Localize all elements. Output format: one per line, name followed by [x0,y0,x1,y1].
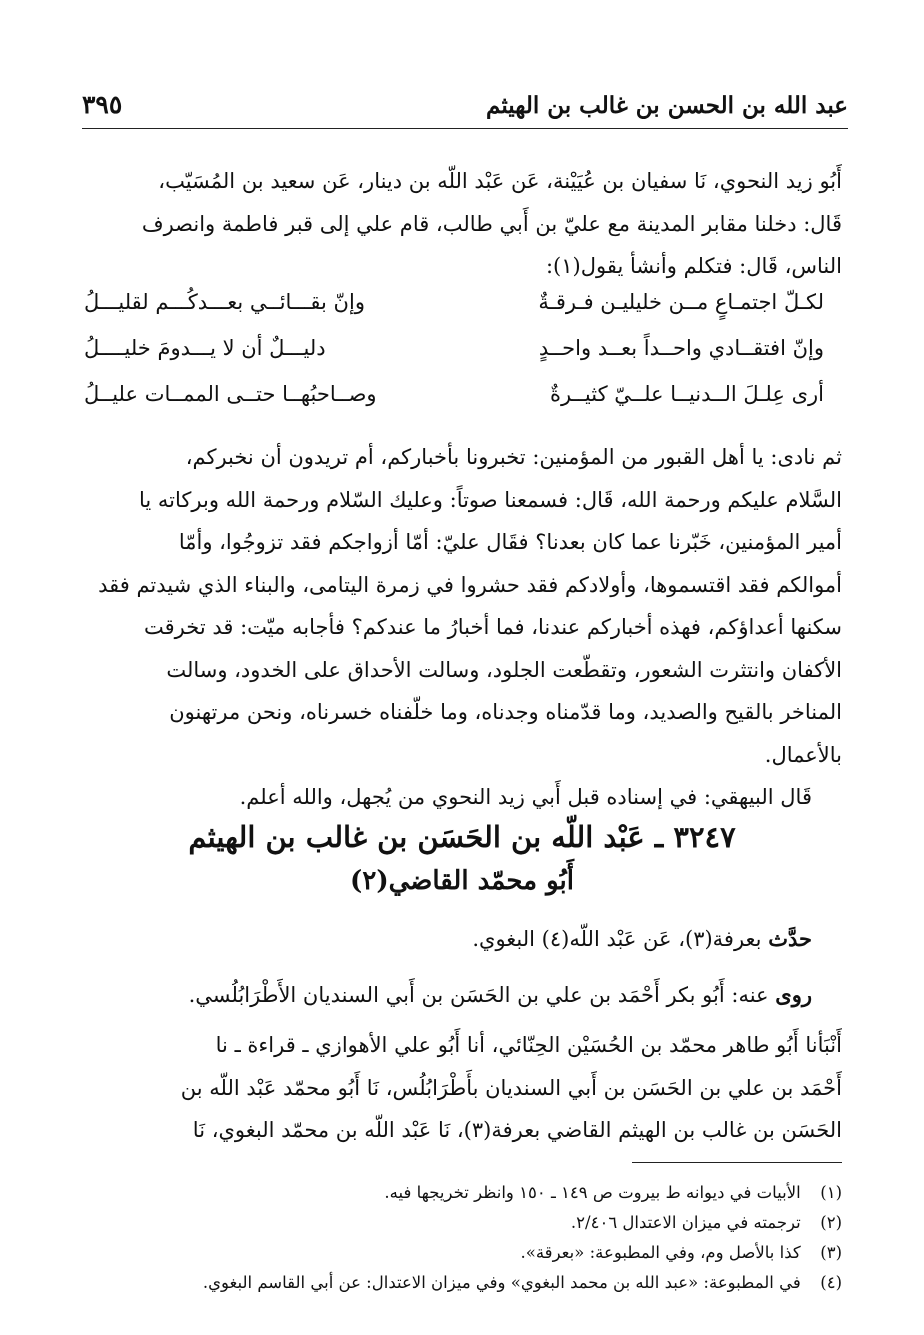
text-line: الحَسَن بن غالب بن الهيثم القاضي بعرفة(٣)، نَا عَبْد اللّه بن محمّد البغوي، نَا [192,1118,842,1142]
footnote [82,1238,842,1268]
hadath-line [82,918,812,961]
text-line: الأكفان وانتثرت الشعور، وتقطّعت الجلود، وسالت الأحداق على الخدود، وسالت [166,657,842,682]
text-line: قَال: دخلنا مقابر المدينة مع عليّ بن أَبي طالب، قام علي إلى قبر فاطمة وانصرف [141,211,842,236]
poem-verse [84,290,824,336]
biography-subtitle: أَبُو محمّد القاضي(٢) [350,866,574,896]
text-line: أَبُو زيد النحوي، نَا سفيان بن عُيَيْنة، عَن عَبْد اللّه بن دينار، عَن سعيد بن المُسَيّب، [158,169,842,193]
footnote-text: الأبيات في ديوانه ط بيروت ص ١٤٩ ـ ١٥٠ وانظر تخريجها فيه. [384,1183,801,1202]
footnote-number: (٣) [820,1243,842,1262]
text-line: ثم نادى: يا أهل القبور من المؤمنين: تخبرونا بأخباركم، أم تريدون أن نخبركم، [185,445,842,469]
rawa-label: روى [775,982,812,1007]
poem [84,290,824,428]
footnote [82,1208,842,1238]
verse-second-hemistich: وإنّ بقـــائــي بعـــدكُـــم لقليـــلُ [84,290,365,314]
verse-first-hemistich: لكـلّ اجتمـاعٍ مــن خليليـن فـرقـةٌ [538,290,824,314]
footnote [82,1268,842,1298]
text-line: أَحْمَد بن علي بن الحَسَن بن أَبي السنديان بأَطْرَابُلُس، نَا أَبُو محمّد عَبْد اللّه بن [180,1075,842,1100]
hadath-text: بعرفة(٣)، عَن عَبْد اللّه(٤) البغوي. [472,927,762,951]
verse-second-hemistich: دليـــلٌ أن لا يـــدومَ خليــــلُ [84,336,326,360]
text-line: أمير المؤمنين، خَبّرنا عما كان بعدنا؟ فقَال عليّ: أمّا أزواجكم فقد تزوجُوا، وأمّا [178,530,842,554]
footnote-text: كذا بالأصل وم، وفي المطبوعة: «بعرقة». [520,1243,801,1262]
poem-verse [84,382,824,428]
narrative-paragraph [82,436,842,776]
rawa-text: عنه: أَبُو بكر أَحْمَد بن علي بن الحَسَن بن أَبي السنديان الأَطْرَابُلُسي. [188,983,769,1007]
text-line: أموالكم فقد اقتسموها، وأولادكم فقد حشروا في زمرة اليتامى، والبناء الذي شيدتم فقد [98,572,842,597]
text-line: بالأعمال. [764,742,842,767]
footnote [82,1178,842,1208]
rawa-line [82,974,812,1017]
footnote-number: (٢) [820,1213,842,1232]
text-line: سكنها أعداؤكم، فهذه أخباركم عندنا، فما أخبارُ ما عندكم؟ فأجابه ميّت: قد تخرقت [144,615,842,639]
isnad-paragraph [82,1024,842,1152]
footnote-number: (١) [820,1183,842,1202]
running-title: عبد الله بن الحسن بن غالب بن الهيثم [486,92,848,119]
text-line: أَنْبَأنا أَبُو طاهر محمّد بن الحُسَيْن الحِنّائي، أنا أَبُو علي الأهوازي ـ قراءة ـ نا [215,1033,842,1057]
footnote-text: في المطبوعة: «عبد الله بن محمد البغوي» وفي ميزان الاعتدال: عن أبي القاسم البغوي. [202,1273,801,1292]
hadath-label: حدَّث [768,926,812,951]
bayhaqi-comment [82,776,812,819]
footnote-number: (٤) [820,1273,842,1292]
verse-first-hemistich: وإنّ افتقــادي واحــداً بعــد واحــدٍ [538,336,824,360]
page-header [82,88,848,129]
verse-second-hemistich: وصــاحبُهــا حتــى الممــات عليــلُ [84,382,377,406]
page-number: ٣٩٥ [82,90,123,119]
poem-verse [84,336,824,382]
text-line: المناخر بالقيح والصديد، وما قدّمناه وجدناه، وما خلّفناه خسرناه، ونحن مرتهنون [169,700,842,724]
biography-title: ٣٢٤٧ ـ عَبْد اللّه بن الحَسَن بن غالب بن الهيثم [188,820,736,854]
footnote-divider [632,1162,842,1163]
verse-first-hemistich: أرى عِلـلَ الــدنيــا علــيّ كثيــرةٌ [550,382,824,406]
intro-paragraph [82,160,842,288]
text-line: قَال البيهقي: في إسناده قبل أَبي زيد النحوي من يُجهل، والله أعلم. [239,785,812,809]
text-line: السَّلام عليكم ورحمة الله، قَال: فسمعنا صوتاً: وعليك السّلام ورحمة الله وبركاته يا [138,487,842,512]
footnotes [82,1178,842,1298]
footnote-text: ترجمته في ميزان الاعتدال ٢/٤٠٦. [570,1213,801,1232]
text-line: الناس، قَال: فتكلم وأنشأ يقول(١): [545,254,842,278]
